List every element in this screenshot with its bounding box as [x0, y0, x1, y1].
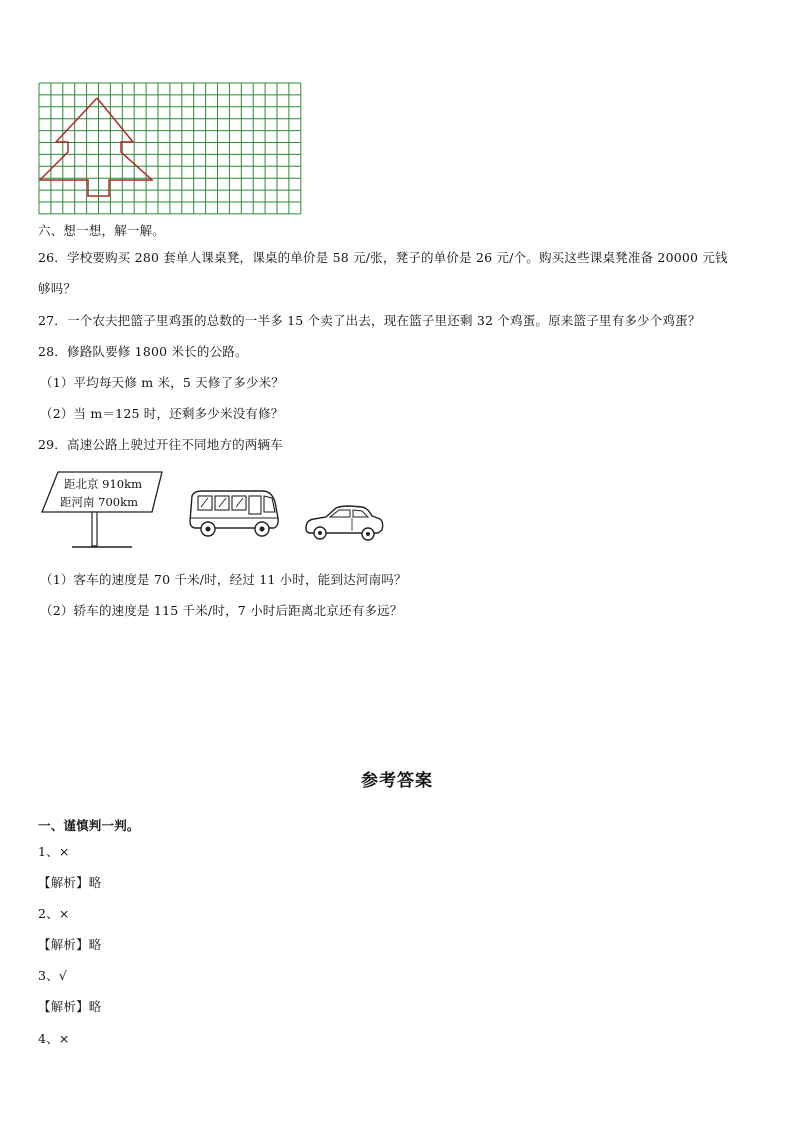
road-sign-post — [92, 512, 97, 546]
question-29-part1: （1）客车的速度是 70 千米/时，经过 11 小时，能到达河南吗？ — [40, 572, 407, 587]
question-29-part2: （2）轿车的速度是 115 千米/时，7 小时后距离北京还有多远？ — [40, 603, 403, 618]
answer-3-note: 【解析】略 — [38, 999, 102, 1014]
section-heading: 六、想一想，解一解。 — [38, 223, 166, 238]
tree-shape — [40, 98, 152, 196]
question-29: 29．高速公路上驶过开往不同地方的两辆车 — [38, 437, 283, 452]
sign-text-henan: 距河南 700km — [60, 495, 138, 509]
grid-tree-figure — [38, 82, 302, 216]
question-26: 26．学校要购买 280 套单人课桌凳，课桌的单价是 58 元/张，凳子的单价是 26 元/个。购买这些课桌凳准备 20000 元钱 — [38, 250, 728, 265]
grid-lines — [39, 83, 301, 214]
question-27: 27．一个农夫把篮子里鸡蛋的总数的一半多 15 个卖了出去，现在篮子里还剩 32 个鸡蛋。原来篮子里有多少个鸡蛋？ — [38, 313, 701, 328]
answers-title: 参考答案 — [361, 771, 433, 791]
answer-2-note: 【解析】略 — [38, 937, 102, 952]
answer-2: 2、× — [38, 906, 70, 921]
question-28: 28．修路队要修 1800 米长的公路。 — [38, 344, 248, 359]
answer-4: 4、× — [38, 1031, 70, 1046]
answer-1: 1、× — [38, 844, 70, 859]
question-26-cont: 够吗？ — [38, 281, 77, 296]
sign-text-beijing: 距北京 910km — [64, 477, 142, 491]
answers-section-heading: 一、谨慎判一判。 — [38, 818, 140, 833]
answer-1-note: 【解析】略 — [38, 875, 102, 890]
road-sign-figure — [38, 468, 168, 554]
bus-icon — [186, 488, 282, 542]
answer-3: 3、√ — [38, 968, 68, 983]
question-28-part2: （2）当 m＝125 时，还剩多少米没有修？ — [40, 406, 284, 421]
question-28-part1: （1）平均每天修 m 米，5 天修了多少米？ — [40, 375, 285, 390]
car-icon — [302, 500, 386, 546]
